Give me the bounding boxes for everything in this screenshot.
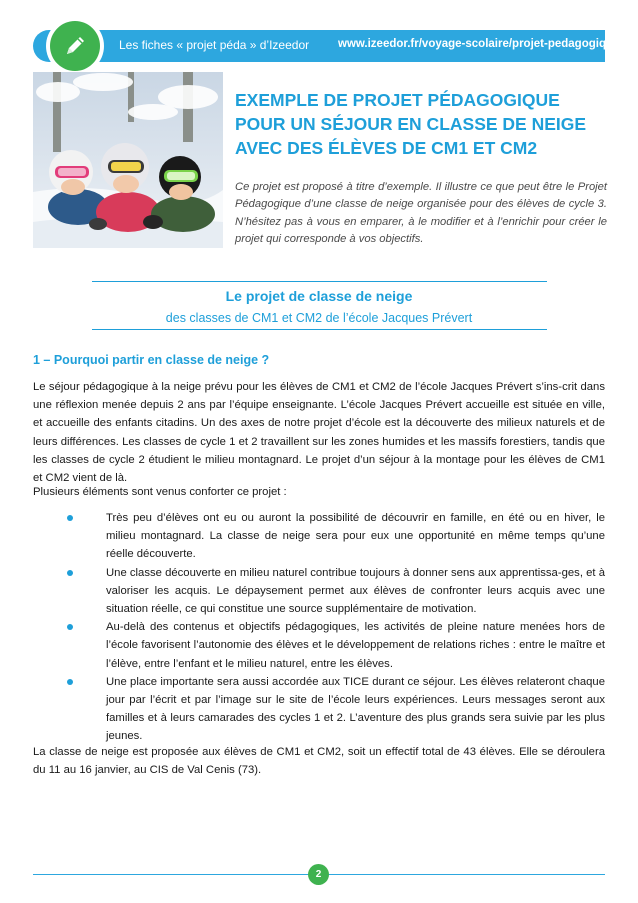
header-url-link[interactable]: www.izeedor.fr/voyage-scolaire/projet-pedagogique/ <box>338 38 623 50</box>
bullet-list <box>33 509 605 746</box>
divider-bottom <box>92 329 547 330</box>
section-heading: 1 – Pourquoi partir en classe de neige ? <box>33 353 270 367</box>
title-line: AVEC DES ÉLÈVES DE CM1 ET CM2 <box>235 138 538 158</box>
list-item-text: Une classe découverte en milieu naturel contribue toujours à donner sens aux apprentissa-ges, et à valoriser les acquis. Le dépaysement permet aux élèves de confronter leurs acquis avec une situation réelle, ce qui constitue une source supplémentaire de motivation. <box>106 566 605 616</box>
bullet-icon <box>67 515 73 521</box>
page-number: 2 <box>308 864 329 885</box>
list-item <box>33 564 605 619</box>
paragraph: Plusieurs éléments sont venus conforter ce projet : <box>33 486 287 498</box>
paragraph: Le séjour pédagogique à la neige prévu pour les élèves de CM1 et CM2 de l’école Jacques Prévert s’ins-crit dans une réflexion menée depuis 2 ans par l’équipe enseignante. L’école Jacques Prévert accueille est située en ville, et accueille des enfants citadins. Un des axes de notre projet d’école est la découverte des milieux naturels et de leurs différences. Les classes de cycle 1 et 2 travaillent sur les zones humides et les massifs forestiers, tandis que les classes de cycle 2 étudient le milieu montagnard. Le projet d’un séjour à la montage pour les élèves de CM1 et CM2 vient de là. <box>33 381 605 485</box>
title-line: EXEMPLE DE PROJET PÉDAGOGIQUE <box>235 90 560 110</box>
project-subtitle: des classes de CM1 et CM2 de l’école Jacques Prévert <box>165 311 473 325</box>
list-item <box>33 509 605 564</box>
page-title <box>235 88 605 160</box>
header-series-title: Les fiches « projet péda » d’Izeedor <box>119 38 310 52</box>
project-title: Le projet de classe de neige <box>225 288 413 304</box>
bullet-icon <box>67 679 73 685</box>
bullet-icon <box>67 624 73 630</box>
list-item-text: Au-delà des contenus et objectifs pédagogiques, les activités de pleine nature menées hors de l’école favorisent l’autonomie des élèves et le développement de relations riches : entre le maître et l’élève, entre l’enfant et le milieu naturel, entre les élèves. <box>106 621 605 670</box>
title-line: POUR UN SÉJOUR EN CLASSE DE NEIGE <box>235 114 587 134</box>
paragraph: La classe de neige est proposée aux élèves de CM1 et CM2, soit un effectif total de 43 élèves. Elle se déroulera du 11 au 16 janvier, au CIS de Val Cenis (73). <box>33 746 605 777</box>
divider-top <box>92 281 547 282</box>
list-item <box>33 618 605 673</box>
list-item <box>33 673 605 746</box>
list-item-text: Une place importante sera aussi accordée aux TICE durant ce séjour. Les élèves relateront chaque jour par l’écrit et par l’image sur le site de l’école leurs expériences. Leurs messages seront aux familles et à leurs camarades des cycles 1 et 2. L’aventure des plus grands sera suivie par les plus jeunes. <box>106 675 605 743</box>
list-item-text: Très peu d’élèves ont eu ou auront la possibilité de découvrir en famille, en été ou en hiver, le milieu montagnard. La classe de neige sera pour eux une opportunité en même temps qu’une réelle découverte. <box>106 512 605 561</box>
photo-children-in-snow <box>33 72 223 248</box>
bullet-icon <box>67 570 73 576</box>
pen-badge <box>46 17 104 75</box>
pen-icon <box>50 21 100 71</box>
intro-text: Ce projet est proposé à titre d’exemple. Il illustre ce que peut être le Projet Pédagogique d’une classe de neige organisée pour des élèves de cycle 3. N’hésitez pas à vous en emparer, à le modifier et à l’enrichir pour créer le projet qui corresponde à vos objectifs. <box>235 181 607 245</box>
